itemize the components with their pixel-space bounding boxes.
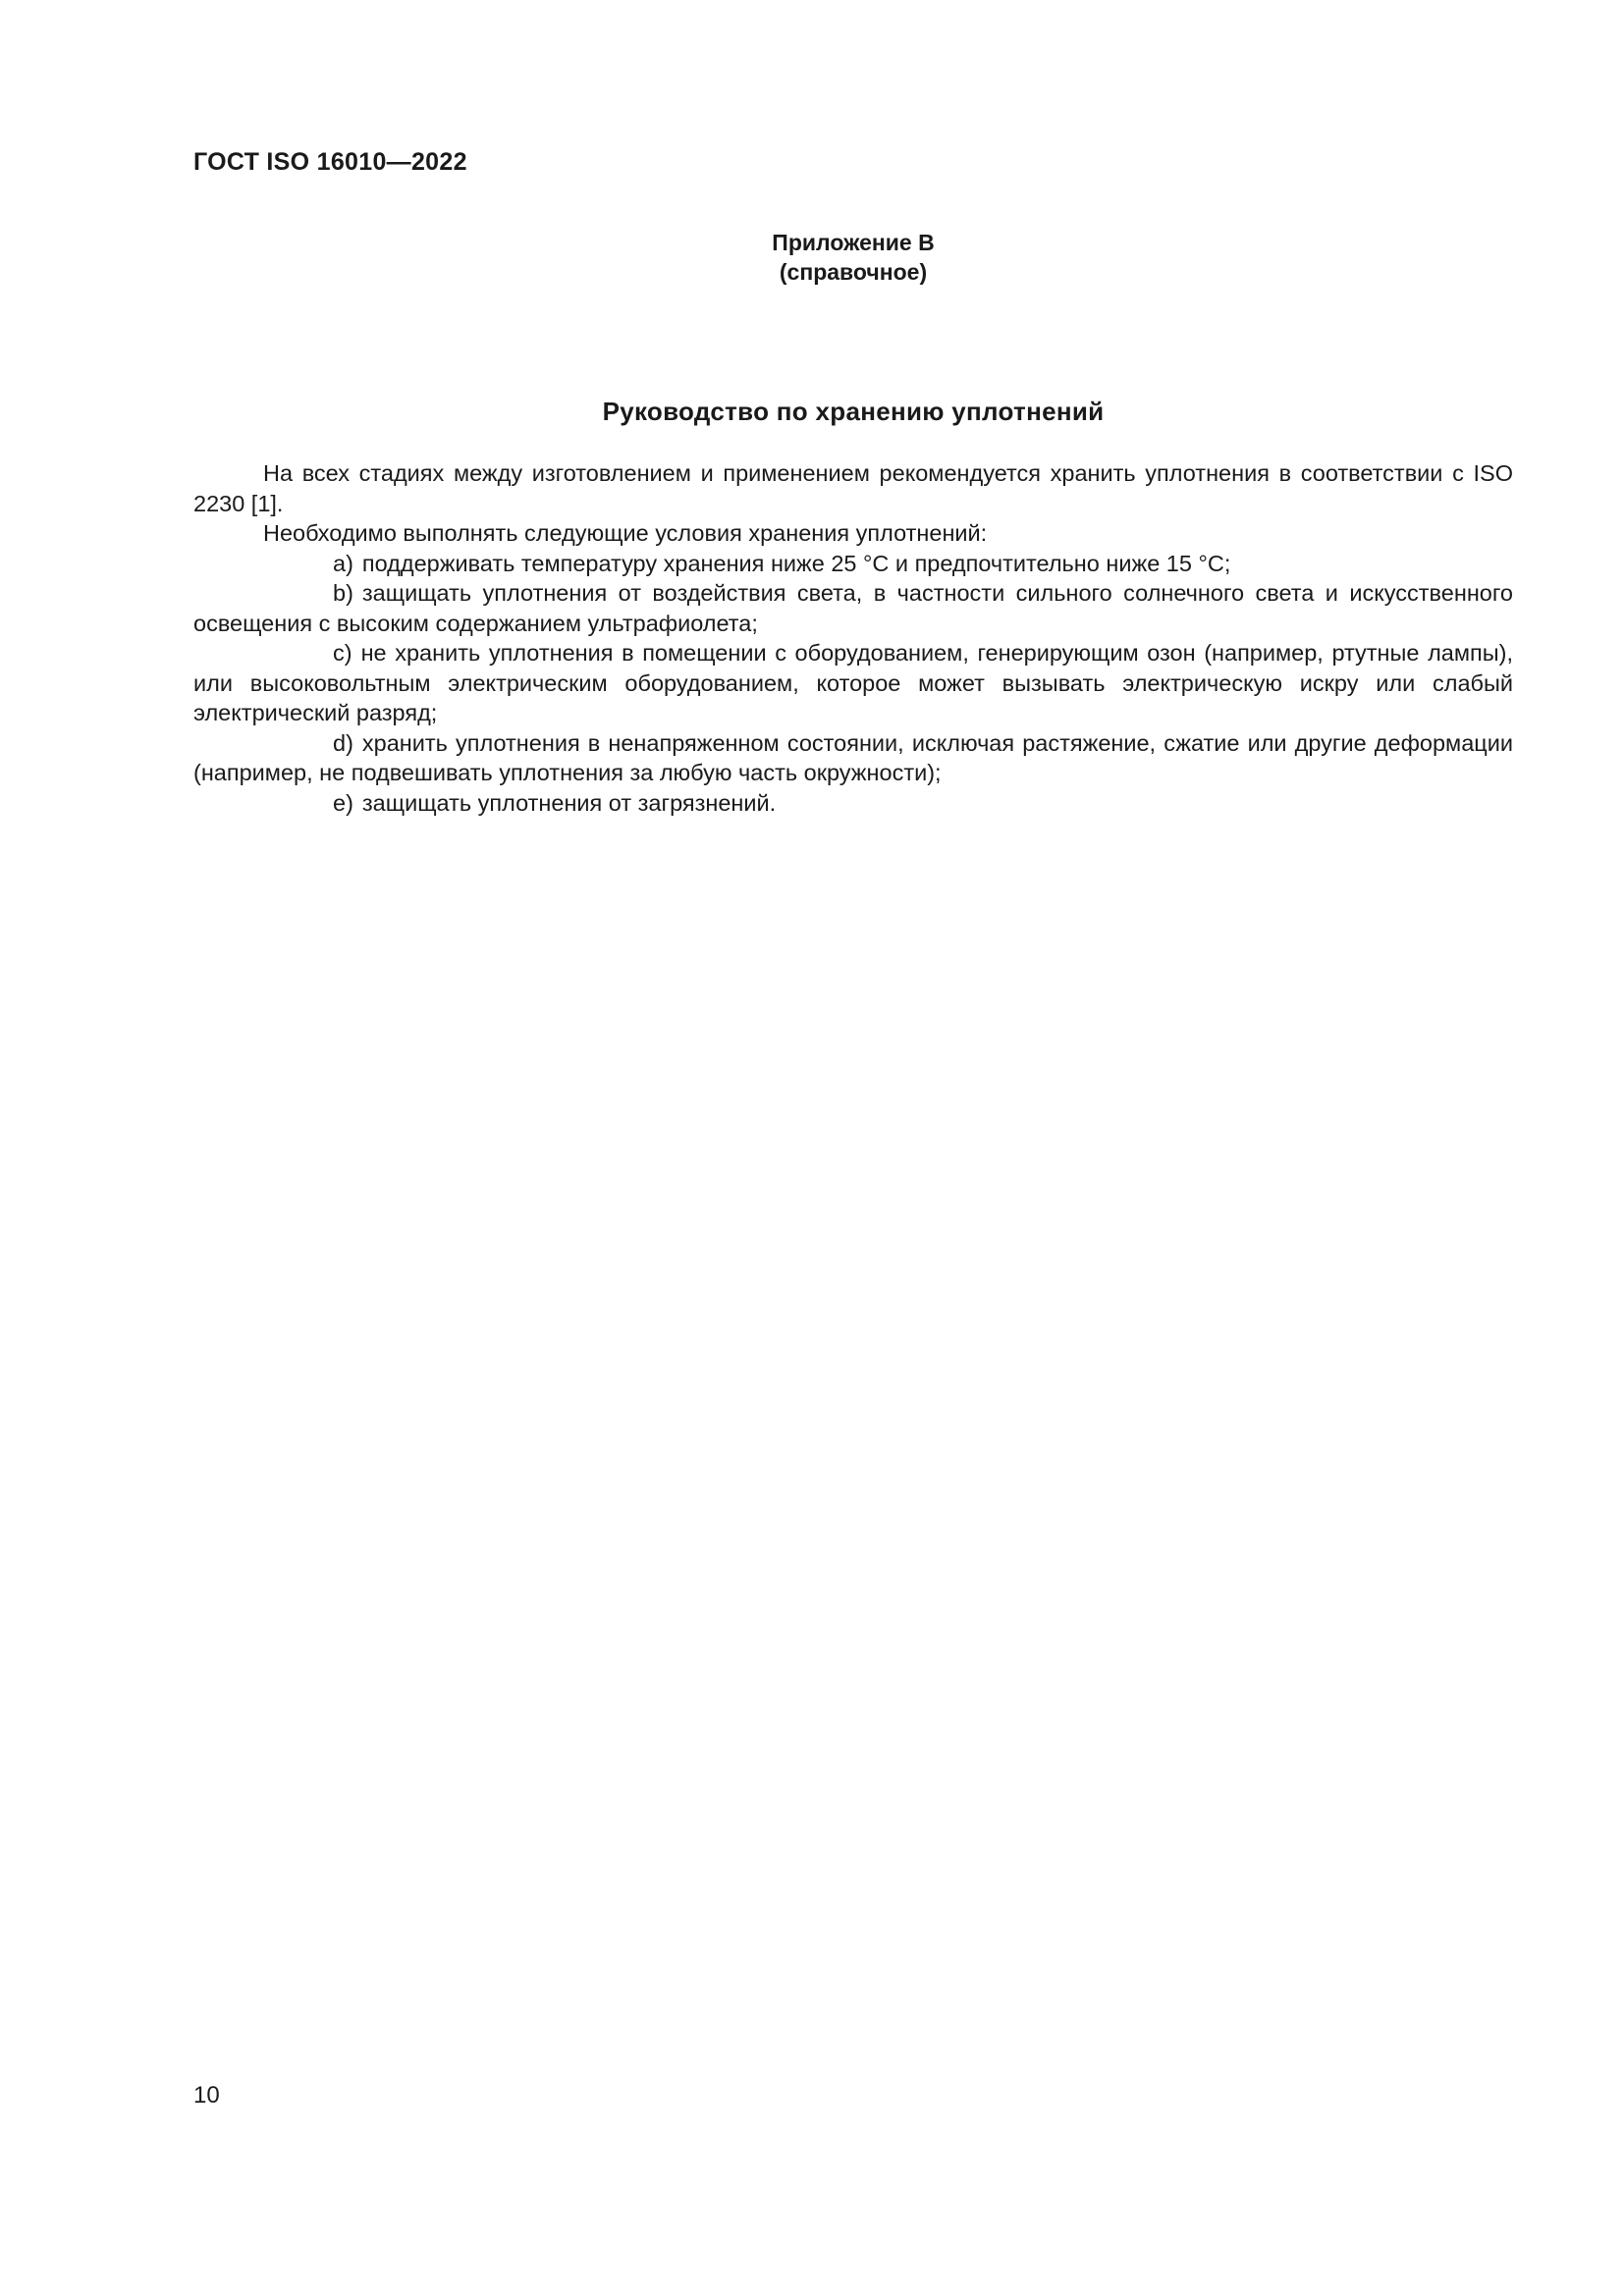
list-item-text: защищать уплотнения от загрязнений. (361, 789, 777, 816)
list-item-label: a) (333, 550, 353, 576)
list-item-text: защищать уплотнения от воздействия света, в частности сильного солнечного света и искусственного освещения с высоким содержанием ультрафиолета; (193, 580, 1513, 636)
list-item (193, 728, 1513, 788)
intro-paragraph: Необходимо выполнять следующие условия хранения уплотнений: (263, 520, 988, 546)
list-item-label: d) (333, 729, 353, 756)
annex-subtitle: (справочное) (779, 259, 928, 285)
annex-title: Приложение В (772, 230, 935, 255)
body-text (193, 458, 1513, 818)
list-item (193, 638, 1513, 728)
page-number: 10 (193, 2082, 220, 2109)
intro-paragraph: На всех стадиях между изготовлением и применением рекомендуется хранить уплотнения в соответствии с ISO 2230 [1]. (193, 460, 1513, 516)
list-item-text: хранить уплотнения в ненапряженном состоянии, исключая растяжение, сжатие или другие деформации (например, не подвешивать уплотнения за любую часть окружности); (193, 729, 1513, 785)
list-item (193, 549, 1513, 579)
list-item-text: поддерживать температуру хранения ниже 25 °С и предпочтительно ниже 15 °С; (361, 550, 1231, 576)
list-item-label: b) (333, 580, 353, 606)
section-title: Руководство по хранению уплотнений (602, 397, 1105, 426)
list-item (193, 578, 1513, 638)
list-item-label: c) (333, 640, 352, 666)
list-item (193, 788, 1513, 819)
list-item-text: не хранить уплотнения в помещении с оборудованием, генерирующим озон (например, ртутные лампы), или высоковольтным электрическим оборудованием, которое может вызывать электрическую искру или слабый электрический разряд; (193, 640, 1513, 725)
list-item-label: e) (333, 789, 353, 816)
annex-heading (193, 228, 1513, 287)
document-header: ГОСТ ISO 16010—2022 (193, 148, 467, 176)
